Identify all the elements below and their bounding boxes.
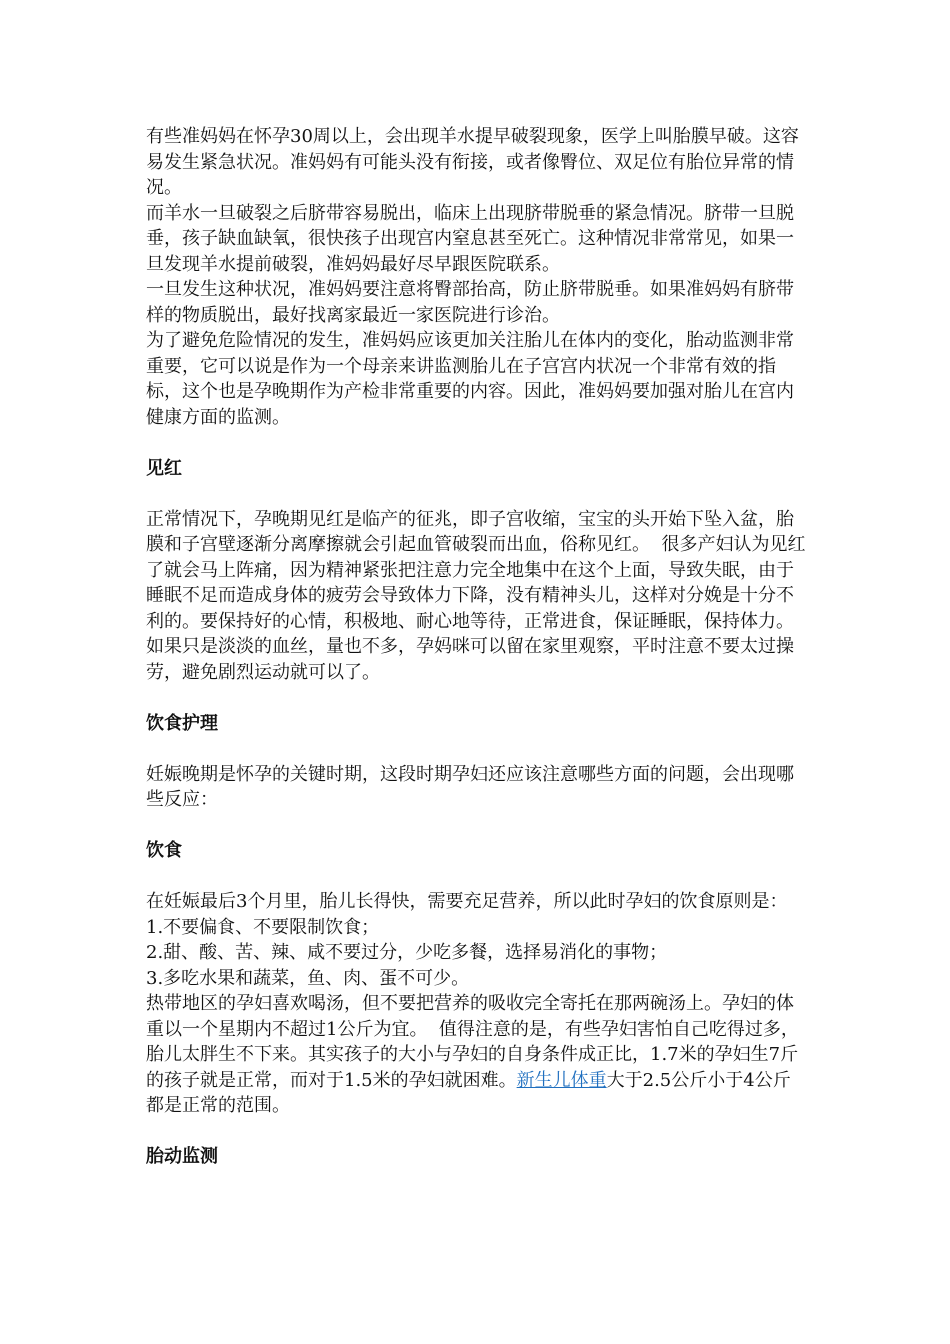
spacer <box>146 481 806 507</box>
spacer <box>146 685 806 711</box>
diet-paragraph-2 <box>146 991 806 1119</box>
diet-list-item-1: 1.不要偏食、不要限制饮食； <box>146 916 380 938</box>
intro-paragraph-1: 有些准妈妈在怀孕30周以上，会出现羊水提早破裂现象，医学上叫胎膜早破。这容易发生紧急状况。准妈妈有可能头没有衔接，或者像臀位、双足位有胎位异常的情况。 <box>146 126 799 198</box>
heading-jianhong: 见红 <box>146 457 182 479</box>
diet-list-item-2: 2.甜、酸、苦、辣、咸不要过分，少吃多餐，选择易消化的事物； <box>146 942 668 963</box>
heading-fetal-movement: 胎动监测 <box>146 1146 218 1167</box>
document-page <box>146 124 806 1170</box>
jianhong-paragraph: 正常情况下，孕晚期见红是临产的征兆，即子宫收缩，宝宝的头开始下坠入盆，胎膜和子宫壁逐渐分离摩擦就会引起血管破裂而出血，俗称见红。 很多产妇认为见红了就会马上阵痛，因为精神紧张把注意力完全地集中在这个上面，导致失眠，由于睡眠不足而造成身体的疲劳会导致体力下降，没有精神头儿，这样对分娩是十分不利的。要保持好的心情，积极地、耐心地等待，正常进食，保证睡眠，保持体力。如果只是淡淡的血丝，量也不多，孕妈咪可以留在家里观察，平时注意不要太过操劳，避免剧烈运动就可以了。 <box>146 508 806 683</box>
spacer <box>146 864 806 890</box>
spacer <box>146 813 806 839</box>
diet-care-paragraph: 妊娠晚期是怀孕的关键时期，这段时期孕妇还应该注意哪些方面的问题，会出现哪些反应： <box>146 763 794 810</box>
heading-diet-care: 饮食护理 <box>146 712 218 734</box>
diet-paragraph-1: 在妊娠最后3个月里，胎儿长得快，需要充足营养，所以此时孕妇的饮食原则是： <box>146 891 788 912</box>
spacer <box>146 1119 806 1145</box>
diet-text-after-link: 大于2.5公斤小于4公斤都是正常的范围。 <box>146 1069 791 1116</box>
newborn-weight-link[interactable]: 新生儿体重 <box>516 1069 607 1091</box>
spacer <box>146 736 806 762</box>
diet-list-item-3: 3.多吃水果和蔬菜，鱼、肉、蛋不可少。 <box>146 967 470 989</box>
diet-text-before-link: 热带地区的孕妇喜欢喝汤，但不要把营养的吸收完全寄托在那两碗汤上。孕妇的体重以一个星期内不超过1公斤为宜。 值得注意的是，有些孕妇害怕自己吃得过多，胎儿太胖生不下来。其实孩子的大小与孕妇的自身条件成正比，1.7米的孕妇生7斤的孩子就是正常，而对于1.5米的孕妇就困难。 <box>146 993 799 1091</box>
intro-paragraph-2: 而羊水一旦破裂之后脐带容易脱出，临床上出现脐带脱垂的紧急情况。脐带一旦脱垂，孩子缺血缺氧，很快孩子出现宫内窒息甚至死亡。这种情况非常常见，如果一旦发现羊水提前破裂，准妈妈最好尽早跟医院联系。 <box>146 202 794 275</box>
spacer <box>146 430 806 456</box>
heading-diet: 饮食 <box>146 840 182 861</box>
intro-paragraph-3: 一旦发生这种状况，准妈妈要注意将臀部抬高，防止脐带脱垂。如果准妈妈有脐带样的物质脱出，最好找离家最近一家医院进行诊治。 <box>146 279 794 326</box>
intro-paragraph-4: 为了避免危险情况的发生，准妈妈应该更加关注胎儿在体内的变化，胎动监测非常重要，它可以说是作为一个母亲来讲监测胎儿在子宫宫内状况一个非常有效的指标，这个也是孕晚期作为产检非常重要的内容。因此，准妈妈要加强对胎儿在宫内健康方面的监测。 <box>146 330 794 428</box>
